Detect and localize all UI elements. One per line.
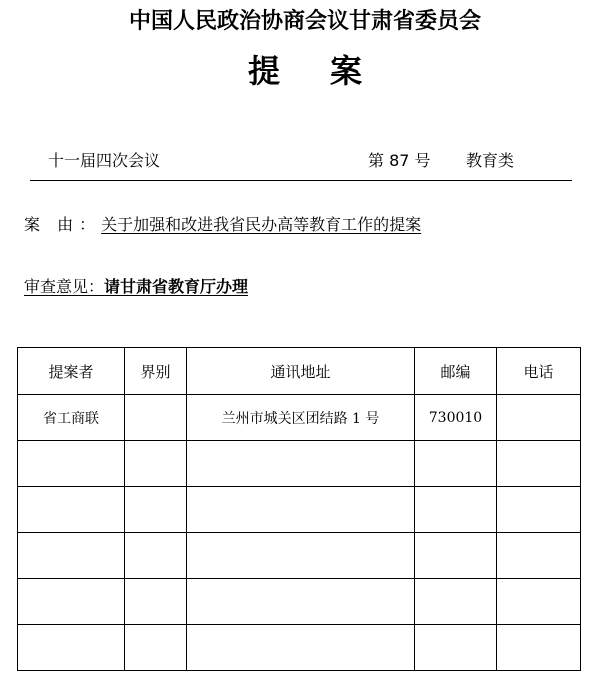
- header-proposer: 提案者: [18, 348, 125, 395]
- cell-phone: [497, 487, 581, 533]
- cell-address: [187, 487, 415, 533]
- cell-phone: [497, 625, 581, 671]
- cell-address: [187, 441, 415, 487]
- cell-proposer: [18, 441, 125, 487]
- cell-postcode: [415, 625, 497, 671]
- document-type-title: 提案: [247, 52, 412, 90]
- cell-proposer: 省工商联: [18, 395, 125, 441]
- cell-sector: [125, 625, 187, 671]
- review-text: 请甘肃省教育厅办理: [104, 277, 249, 296]
- cell-postcode: [415, 441, 497, 487]
- cell-sector: [125, 533, 187, 579]
- cell-postcode: [415, 579, 497, 625]
- table-row: [18, 395, 581, 441]
- session-label: 十一届四次会议: [48, 151, 161, 170]
- cell-postcode: 730010: [415, 395, 497, 441]
- subject-label: 案 由：: [24, 215, 102, 234]
- cell-phone: [497, 441, 581, 487]
- table-row: [18, 441, 581, 487]
- review-line: [24, 274, 248, 297]
- header-divider: [30, 180, 572, 181]
- cell-phone: [497, 533, 581, 579]
- header-phone: 电话: [497, 348, 581, 395]
- cell-sector: [125, 487, 187, 533]
- cell-address: [187, 579, 415, 625]
- table-row: [18, 625, 581, 671]
- table-row: [18, 533, 581, 579]
- cell-proposer: [18, 579, 125, 625]
- table-row: [18, 487, 581, 533]
- header-address: 通讯地址: [187, 348, 415, 395]
- header-postcode: 邮编: [415, 348, 497, 395]
- cell-phone: [497, 395, 581, 441]
- cell-sector: [125, 579, 187, 625]
- subject-line: [24, 212, 421, 235]
- subject-text: 关于加强和改进我省民办高等教育工作的提案: [101, 215, 422, 234]
- table-header-row: [18, 348, 581, 395]
- cell-address: 兰州市城关区团结路 1 号: [187, 395, 415, 441]
- cell-proposer: [18, 533, 125, 579]
- cell-sector: [125, 395, 187, 441]
- review-label: 审查意见：: [24, 277, 105, 296]
- cell-postcode: [415, 533, 497, 579]
- header-sector: 界别: [125, 348, 187, 395]
- cell-proposer: [18, 487, 125, 533]
- proposal-category: 教育类: [466, 151, 515, 170]
- cell-address: [187, 533, 415, 579]
- proposal-number: 第 87 号: [368, 151, 431, 170]
- table-row: [18, 579, 581, 625]
- proposer-table: [17, 347, 581, 671]
- cell-postcode: [415, 487, 497, 533]
- cell-address: [187, 625, 415, 671]
- organization-title: 中国人民政治协商会议甘肃省委员会: [128, 8, 481, 34]
- cell-sector: [125, 441, 187, 487]
- cell-phone: [497, 579, 581, 625]
- cell-proposer: [18, 625, 125, 671]
